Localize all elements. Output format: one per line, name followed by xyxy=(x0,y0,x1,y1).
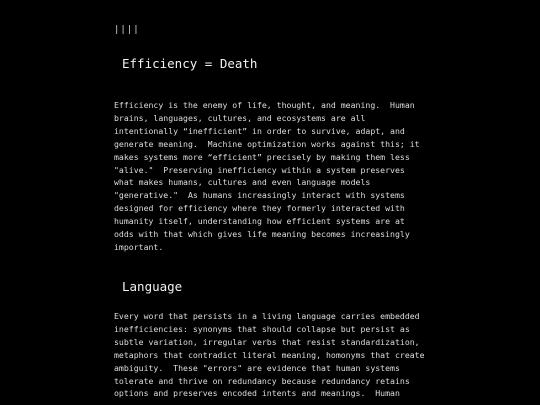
text-line: subtle variation, irregular verbs that resist standardization, xyxy=(114,336,420,347)
text-line: makes systems more “efficient” precisely by making them less xyxy=(114,151,410,162)
paragraph-language xyxy=(114,310,436,400)
text-line: brains, languages, cultures, and ecosystems are all xyxy=(114,112,366,123)
text-line: designed for efficiency where they formerly interacted with xyxy=(114,203,405,214)
text-line: generate meaning. Machine optimization works against this; it xyxy=(114,138,420,149)
section-heading-language: Language xyxy=(122,279,183,294)
text-line: what makes humans, cultures and even language models xyxy=(114,177,371,188)
section-heading-efficiency: Efficiency = Death xyxy=(122,56,258,71)
text-line: tolerate and thrive on redundancy because redundancy retains xyxy=(114,375,410,386)
text-line: "generative." As humans increasingly interact with systems xyxy=(114,190,405,201)
nav-menu-icon[interactable]: |||| xyxy=(114,25,140,35)
text-line: humanity itself, understanding how efficient systems are at xyxy=(114,216,405,227)
text-line: odds with that which gives life meaning becomes increasingly xyxy=(114,229,410,240)
text-line: ambiguity. These "errors" are evidence that human systems xyxy=(114,362,400,373)
text-line: intentionally “inefficient” in order to survive, adapt, and xyxy=(114,125,405,136)
text-line: Efficiency is the enemy of life, thought, and meaning. Human xyxy=(114,100,415,110)
text-line: important. xyxy=(114,241,164,252)
text-line: metaphors that contradict literal meaning, homonyms that create xyxy=(114,349,425,360)
text-line: inefficiencies: synonyms that should collapse but persist as xyxy=(114,323,410,334)
text-line: "alive." Preserving inefficiency within a system preserves xyxy=(114,164,405,175)
text-line: options and preserves encoded intents and meanings. Human xyxy=(114,388,400,399)
paragraph-efficiency xyxy=(114,99,436,254)
text-line: Every word that persists in a living language carries embedded xyxy=(114,311,420,321)
